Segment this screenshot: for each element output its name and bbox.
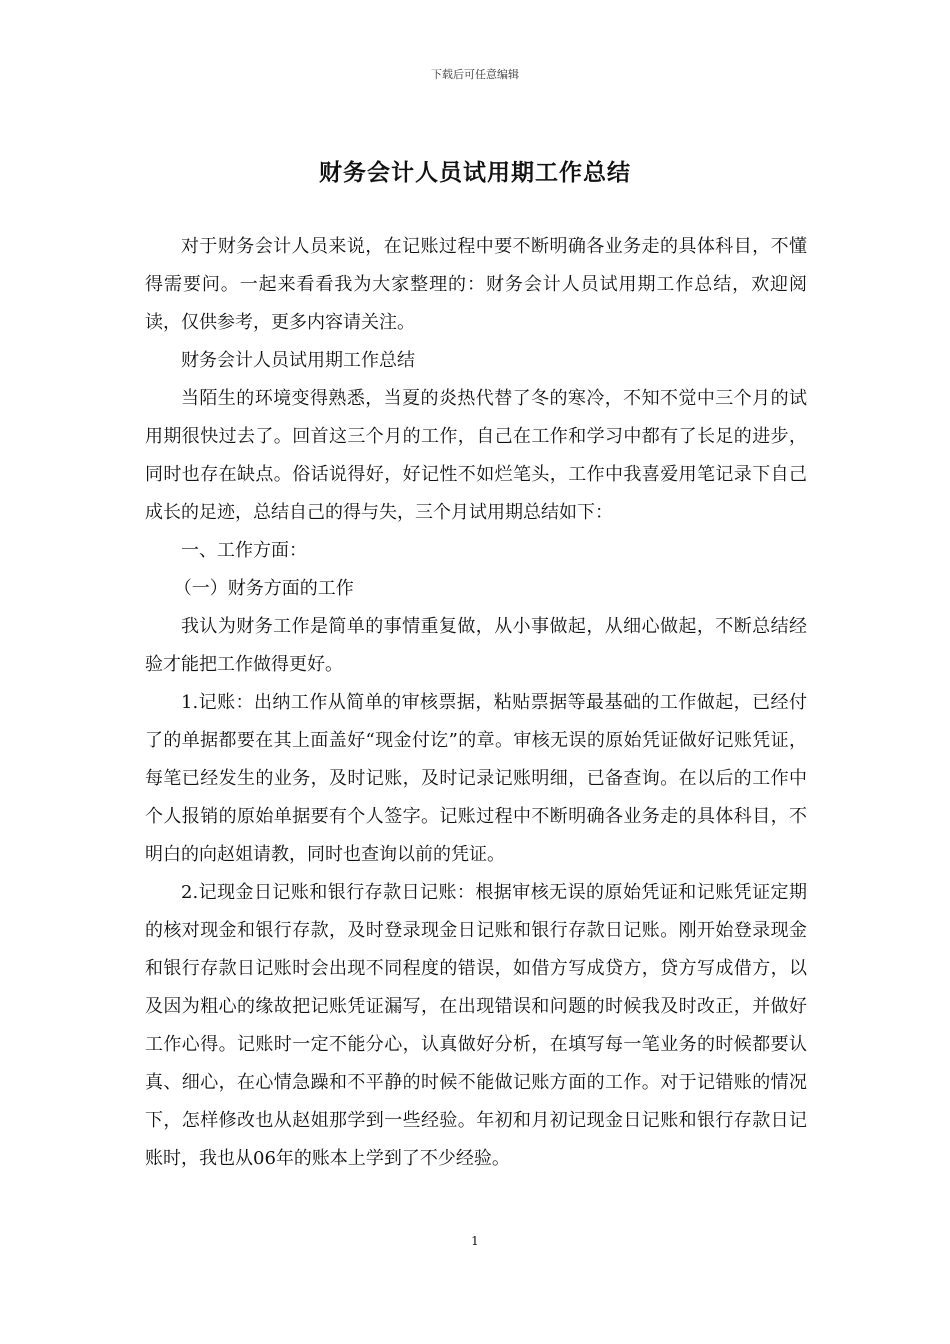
section-title-paragraph: 财务会计人员试用期工作总结 bbox=[181, 350, 415, 371]
opening-paragraph: 当陌生的环境变得熟悉，当夏的炎热代替了冬的寒冷，不知不觉中三个月的试用期很快过去了。回首这三个月的工作，自己在工作和学习中都有了长足的进步，同时也存在缺点。俗话说得好，好记性不如烂笔头，工作中我喜爱用笔记录下自己成长的足迹，总结自己的得与失，三个月试用期总结如下： bbox=[145, 388, 807, 523]
document-title: 财务会计人员试用期工作总结 bbox=[319, 159, 631, 186]
bookkeeping-paragraph: 1.记账：出纳工作从简单的审核票据，粘贴票据等最基础的工作做起，已经付了的单据都要在其上面盖好“现金付讫”的章。审核无误的原始凭证做好记账凭证，每笔已经发生的业务，及时记账，及时记录记账明细，已备查询。在以后的工作中个人报销的原始单据要有个人签字。记账过程中不断明确各业务走的具体科目，不明白的向赵姐请教，同时也查询以前的凭证。 bbox=[145, 692, 807, 865]
cash-journal-paragraph: 2.记现金日记账和银行存款日记账：根据审核无误的原始凭证和记账凭证定期的核对现金和银行存款，及时登录现金日记账和银行存款日记账。刚开始登录现金和银行存款日记账时会出现不同程度的错误，如借方写成贷方，贷方写成借方，以及因为粗心的缘故把记账凭证漏写，在出现错误和问题的时候我及时改正，并做好工作心得。记账时一定不能分心，认真做好分析，在填写每一笔业务的时候都要认真、细心，在心情急躁和不平静的时候不能做记账方面的工作。对于记错账的情况下，怎样修改也从赵姐那学到一些经验。年初和月初记现金日记账和银行存款日记账时，我也从06年的账本上学到了不少经验。 bbox=[145, 882, 807, 1169]
finance-philosophy-paragraph: 我认为财务工作是简单的事情重复做，从小事做起，从细心做起，不断总结经验才能把工作做得更好。 bbox=[145, 616, 807, 675]
heading-finance-work: （一）财务方面的工作 bbox=[173, 578, 354, 599]
intro-paragraph: 对于财务会计人员来说，在记账过程中要不断明确各业务走的具体科目，不懂得需要问。一起来看看我为大家整理的：财务会计人员试用期工作总结，欢迎阅读，仅供参考，更多内容请关注。 bbox=[145, 236, 807, 333]
page-header-note: 下载后可任意编辑 bbox=[431, 68, 519, 81]
page-number: 1 bbox=[471, 1234, 479, 1248]
document-body bbox=[145, 228, 807, 1178]
heading-work-aspects: 一、工作方面： bbox=[181, 540, 307, 561]
